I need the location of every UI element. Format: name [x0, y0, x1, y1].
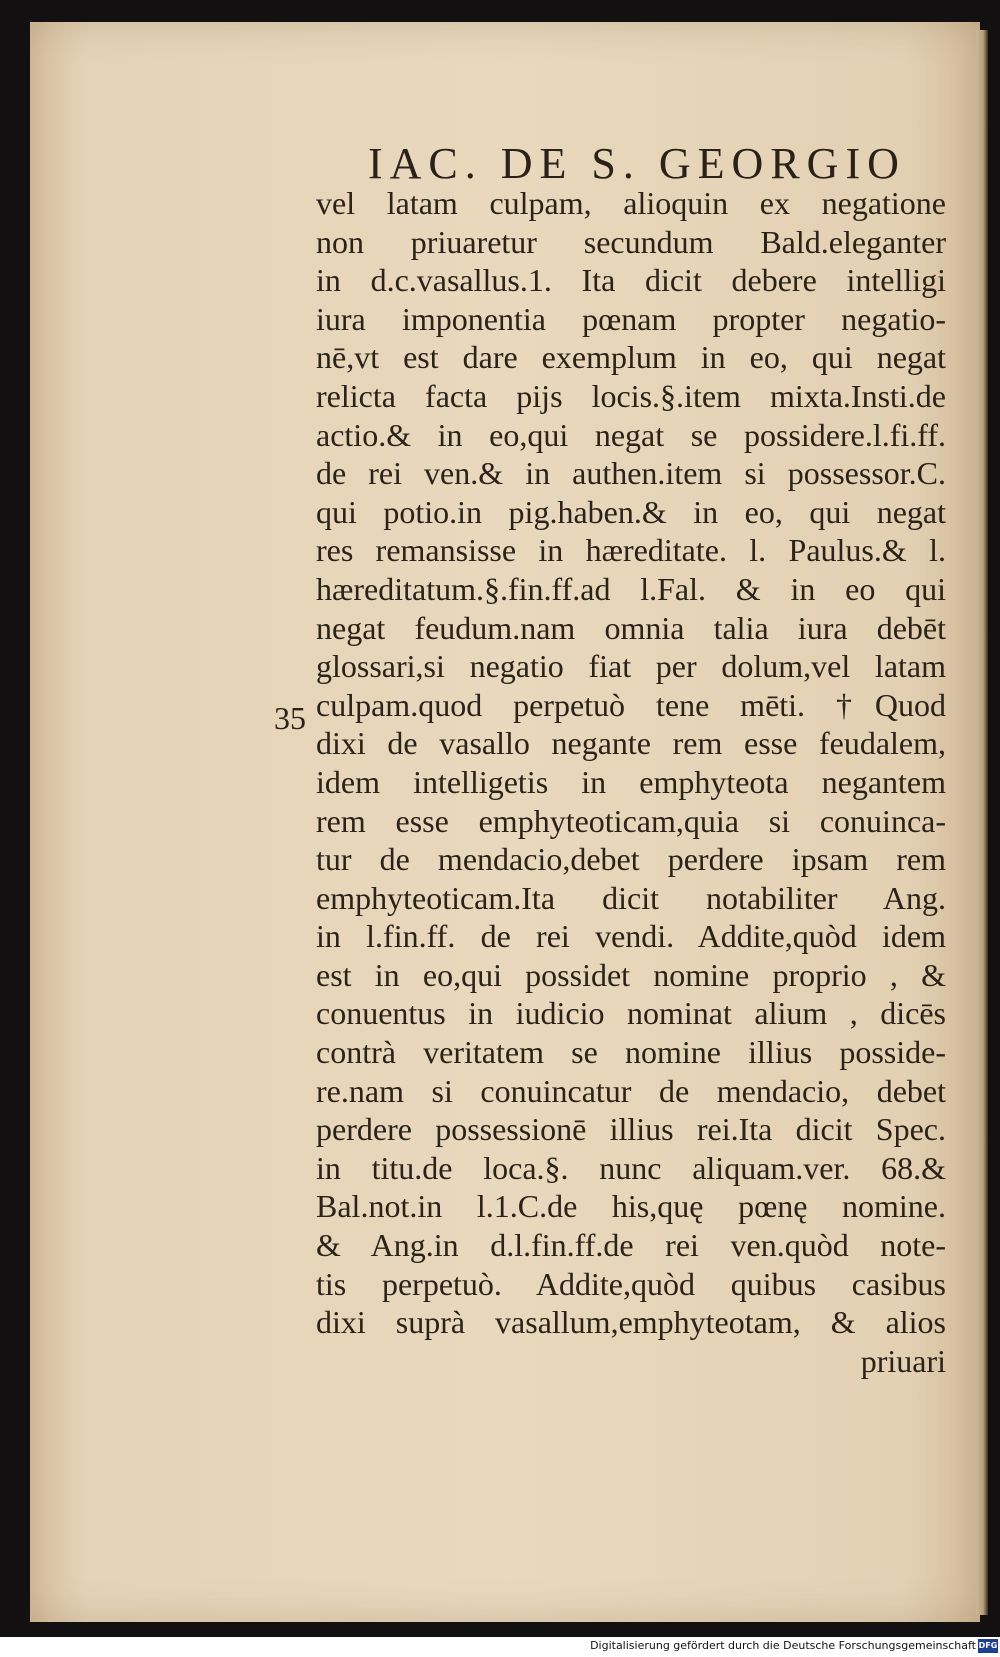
text-line: nē,vt est dare exemplum in eo, qui negat	[316, 339, 946, 376]
text-line: idem intelligetis in emphyteota negantem	[316, 763, 946, 800]
text-line: dixi de vasallo negante rem esse feudalem,	[316, 725, 946, 762]
text-line: culpam.quod perpetuò tene mēti. †Quod	[316, 686, 946, 723]
footer-bar	[0, 1637, 1000, 1657]
text-line: in l.fin.ff. de rei vendi. Addite,quòd idem	[316, 918, 946, 955]
text-line: non priuaretur secundum Bald.eleganter	[316, 223, 946, 260]
text-line: & Ang.in d.l.fin.ff.de rei ven.quòd note-	[316, 1227, 946, 1264]
footer-credit: Digitalisierung gefördert durch die Deutsche Forschungsgemeinschaft	[590, 1639, 976, 1652]
text-line: re.nam si conuincatur de mendacio, debet	[316, 1072, 946, 1109]
text-line: de rei ven.& in authen.item si possessor.C.	[316, 455, 946, 492]
text-line: tur de mendacio,debet perdere ipsam rem	[316, 841, 946, 878]
text-line: contrà veritatem se nomine illius posside-	[316, 1034, 946, 1071]
text-line: in d.c.vasallus.1. Ita dicit debere intelligi	[316, 262, 946, 299]
text-line: est in eo,qui possidet nomine proprio , &	[316, 956, 946, 993]
text-line: priuari	[860, 1342, 946, 1379]
text-line: hæreditatum.§.fin.ff.ad l.Fal. & in eo qui	[316, 570, 946, 607]
text-line: negat feudum.nam omnia talia iura debēt	[316, 609, 946, 646]
dfg-logo: DFG	[978, 1639, 998, 1653]
text-line: vel latam culpam, alioquin ex negatione	[316, 185, 946, 221]
text-line: actio.& in eo,qui negat se possidere.l.fi.ff.	[316, 416, 946, 453]
body-text	[316, 184, 946, 1380]
marginal-line-number: 35	[274, 700, 306, 736]
text-line: Bal.not.in l.1.C.de his,quę pœnę nomine.	[316, 1188, 946, 1225]
text-line: relicta facta pijs locis.§.item mixta.Insti.de	[316, 377, 946, 414]
text-line: glossari,si negatio fiat per dolum,vel latam	[316, 648, 946, 685]
text-line: dixi suprà vasallum,emphyteotam, & alios	[316, 1304, 946, 1341]
text-line: perdere possessionē illius rei.Ita dicit Spec.	[316, 1111, 946, 1148]
text-line: emphyteoticam.Ita dicit notabiliter Ang.	[316, 879, 946, 916]
page-edge	[976, 30, 988, 1615]
text-line: res remansisse in hæreditate. l. Paulus.& l.	[316, 532, 946, 569]
text-line: qui potio.in pig.haben.& in eo, qui negat	[316, 493, 946, 530]
text-line: iura imponentia pœnam propter negatio-	[316, 300, 946, 337]
text-line: in titu.de loca.§. nunc aliquam.ver. 68.&	[316, 1149, 946, 1186]
running-head: IAC. DE S. GEORGIO	[368, 139, 906, 188]
text-line: tis perpetuò. Addite,quòd quibus casibus	[316, 1265, 946, 1302]
text-line: conuentus in iudicio nominat alium , dicēs	[316, 995, 946, 1032]
text-line: rem esse emphyteoticam,quia si conuinca-	[316, 802, 946, 839]
